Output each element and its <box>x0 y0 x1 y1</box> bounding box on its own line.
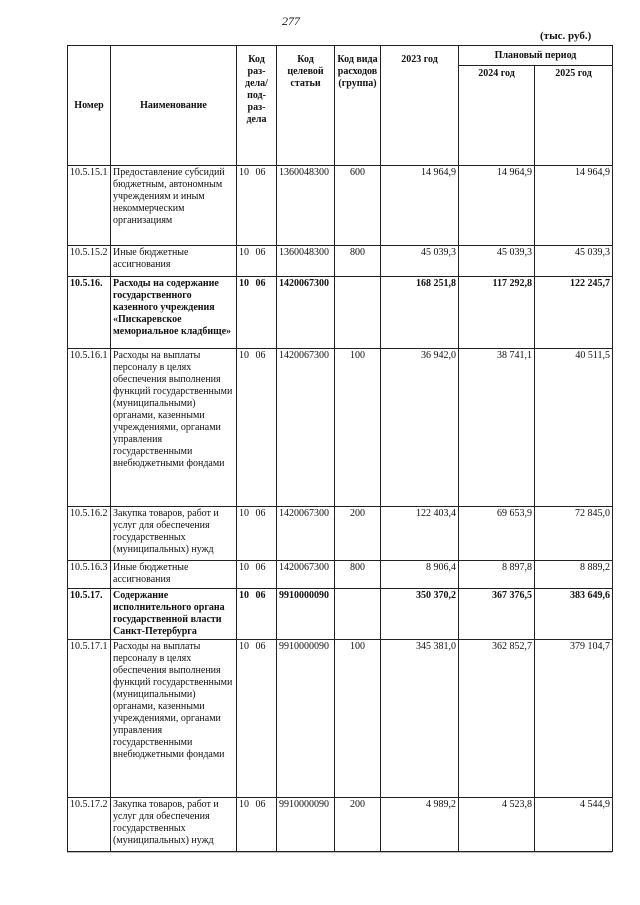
row-2025: 383 649,6 <box>535 589 613 640</box>
row-name: Иные бюджетные ассигнования <box>111 561 237 589</box>
section-code: 10 <box>239 641 249 652</box>
row-number: 10.5.15.1 <box>68 166 111 246</box>
row-2025: 8 889,2 <box>535 561 613 589</box>
header-2023: 2023 год <box>381 46 459 166</box>
row-number: 10.5.17. <box>68 589 111 640</box>
row-target: 1420067300 <box>277 277 335 349</box>
row-name: Расходы на выплаты персоналу в целях обеспечения выполнения функций государственными (муниципальными) органами, казенными учреждениями, органами управления государственными внебюджетными фондами <box>111 640 237 798</box>
subsection-code: 06 <box>255 562 266 573</box>
row-2025: 4 544,9 <box>535 798 613 852</box>
header-name: Наименование <box>111 46 237 166</box>
row-section <box>237 277 277 349</box>
row-2025: 379 104,7 <box>535 640 613 798</box>
subsection-code: 06 <box>255 590 266 601</box>
row-name: Предоставление субсидий бюджетным, автономным учреждениям и иным некоммерческим организациям <box>111 166 237 246</box>
row-2025: 14 964,9 <box>535 166 613 246</box>
section-code: 10 <box>239 799 249 810</box>
row-target: 1360048300 <box>277 166 335 246</box>
row-2024: 4 523,8 <box>459 798 535 852</box>
section-code: 10 <box>239 590 249 601</box>
header-2024: 2024 год <box>459 66 535 166</box>
row-2024: 38 741,1 <box>459 349 535 507</box>
header-section: Код раз- дела/ под- раз- дела <box>237 46 277 166</box>
header-plan-period: Плановый период <box>459 46 613 66</box>
row-2024: 117 292,8 <box>459 277 535 349</box>
row-section <box>237 166 277 246</box>
table-row <box>68 561 613 589</box>
row-2024: 45 039,3 <box>459 246 535 277</box>
row-target: 9910000090 <box>277 798 335 852</box>
page-number: 277 <box>282 14 300 28</box>
row-kind: 100 <box>335 349 381 507</box>
subsection-code: 06 <box>255 278 266 289</box>
row-2023: 345 381,0 <box>381 640 459 798</box>
row-2025: 72 845,0 <box>535 507 613 561</box>
row-section <box>237 561 277 589</box>
row-2023: 14 964,9 <box>381 166 459 246</box>
row-name: Содержание исполнительного органа государственной власти Санкт-Петербурга <box>111 589 237 640</box>
row-section <box>237 507 277 561</box>
row-2023: 122 403,4 <box>381 507 459 561</box>
subsection-code: 06 <box>255 167 266 178</box>
header-number: Номер <box>68 46 111 166</box>
subsection-code: 06 <box>255 508 266 519</box>
row-kind: 800 <box>335 561 381 589</box>
table-row <box>68 277 613 349</box>
row-kind <box>335 589 381 640</box>
row-kind: 200 <box>335 798 381 852</box>
row-2023: 4 989,2 <box>381 798 459 852</box>
section-code: 10 <box>239 508 249 519</box>
row-target: 1420067300 <box>277 507 335 561</box>
section-code: 10 <box>239 350 249 361</box>
row-name: Закупка товаров, работ и услуг для обеспечения государственных (муниципальных) нужд <box>111 507 237 561</box>
table-row <box>68 246 613 277</box>
row-2024: 8 897,8 <box>459 561 535 589</box>
section-code: 10 <box>239 247 249 258</box>
row-number: 10.5.16. <box>68 277 111 349</box>
row-section <box>237 246 277 277</box>
row-name: Иные бюджетные ассигнования <box>111 246 237 277</box>
row-kind: 600 <box>335 166 381 246</box>
row-number: 10.5.16.3 <box>68 561 111 589</box>
row-kind: 100 <box>335 640 381 798</box>
row-target: 1360048300 <box>277 246 335 277</box>
page-bottom-rule <box>67 852 612 853</box>
row-2023: 45 039,3 <box>381 246 459 277</box>
row-2024: 367 376,5 <box>459 589 535 640</box>
row-section <box>237 640 277 798</box>
row-2025: 40 511,5 <box>535 349 613 507</box>
row-2023: 36 942,0 <box>381 349 459 507</box>
subsection-code: 06 <box>255 247 266 258</box>
table-row <box>68 589 613 640</box>
row-section <box>237 589 277 640</box>
table-row <box>68 640 613 798</box>
table-row <box>68 798 613 852</box>
row-2025: 122 245,7 <box>535 277 613 349</box>
row-2024: 14 964,9 <box>459 166 535 246</box>
row-target: 9910000090 <box>277 589 335 640</box>
section-code: 10 <box>239 562 249 573</box>
row-section <box>237 349 277 507</box>
row-target: 1420067300 <box>277 561 335 589</box>
header-target: Код целевой статьи <box>277 46 335 166</box>
section-code: 10 <box>239 278 249 289</box>
row-number: 10.5.17.2 <box>68 798 111 852</box>
table-row <box>68 349 613 507</box>
row-name: Закупка товаров, работ и услуг для обеспечения государственных (муниципальных) нужд <box>111 798 237 852</box>
subsection-code: 06 <box>255 350 266 361</box>
row-2023: 8 906,4 <box>381 561 459 589</box>
row-kind: 800 <box>335 246 381 277</box>
row-number: 10.5.15.2 <box>68 246 111 277</box>
header-kind: Код вида расходов (группа) <box>335 46 381 166</box>
row-2023: 350 370,2 <box>381 589 459 640</box>
row-kind <box>335 277 381 349</box>
row-number: 10.5.17.1 <box>68 640 111 798</box>
row-name: Расходы на выплаты персоналу в целях обеспечения выполнения функций государственными (муниципальными) органами, казенными учреждениями, органами управления государственными внебюджетными фондами <box>111 349 237 507</box>
table-row <box>68 166 613 246</box>
section-code: 10 <box>239 167 249 178</box>
row-target: 1420067300 <box>277 349 335 507</box>
row-number: 10.5.16.2 <box>68 507 111 561</box>
row-2024: 69 653,9 <box>459 507 535 561</box>
units-label: (тыс. руб.) <box>540 30 592 42</box>
subsection-code: 06 <box>255 799 266 810</box>
row-name: Расходы на содержание государственного казенного учреждения «Пискаревское мемориальное кладбище» <box>111 277 237 349</box>
row-2023: 168 251,8 <box>381 277 459 349</box>
row-number: 10.5.16.1 <box>68 349 111 507</box>
row-kind: 200 <box>335 507 381 561</box>
table-row <box>68 507 613 561</box>
row-2025: 45 039,3 <box>535 246 613 277</box>
row-section <box>237 798 277 852</box>
header-2025: 2025 год <box>535 66 613 166</box>
row-2024: 362 852,7 <box>459 640 535 798</box>
row-target: 9910000090 <box>277 640 335 798</box>
subsection-code: 06 <box>255 641 266 652</box>
budget-table <box>67 45 613 852</box>
